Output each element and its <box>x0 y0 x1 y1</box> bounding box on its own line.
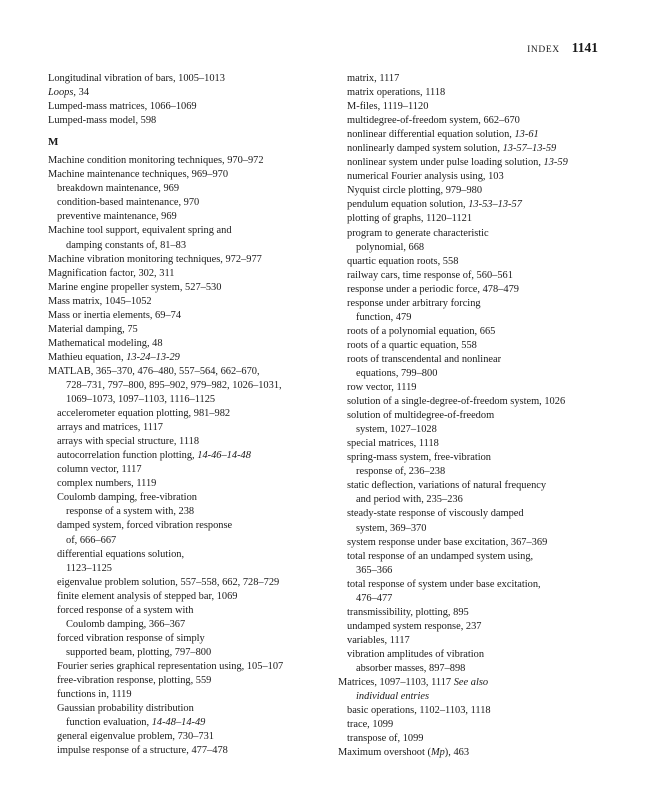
index-text-italic: Loops <box>48 87 74 99</box>
index-subentry <box>338 72 610 86</box>
index-text: response of, 236–238 <box>356 466 446 478</box>
index-text: supported beam, plotting, 797–800 <box>66 646 212 658</box>
index-text: Marine engine propeller system, 527–530 <box>48 281 222 293</box>
index-text: program to generate characteristic <box>347 227 489 239</box>
index-text: transmissibility, plotting, 895 <box>347 606 469 618</box>
index-entry-continuation <box>338 311 610 325</box>
index-subentry <box>338 353 610 367</box>
index-entry <box>48 351 318 365</box>
index-text: roots of transcendental and nonlinear <box>347 353 502 365</box>
index-subentry <box>48 674 318 688</box>
index-text: preventive maintenance, 969 <box>57 211 177 223</box>
index-subentry <box>48 491 318 505</box>
index-text: forced response of a system with <box>57 604 194 616</box>
index-text: Maximum overshoot ( <box>338 747 431 759</box>
index-text: response under arbitrary forcing <box>347 297 481 309</box>
index-subentry <box>48 590 318 604</box>
index-text: response of a system with, 238 <box>66 506 195 518</box>
index-entry-continuation <box>338 522 610 536</box>
index-text: 1069–1073, 1097–1103, 1116–1125 <box>66 394 216 406</box>
index-entry <box>48 224 318 238</box>
index-subentry <box>338 128 610 142</box>
index-text: Mass or inertia elements, 69–74 <box>48 309 182 321</box>
index-text: accelerometer equation plotting, 981–982 <box>57 408 231 420</box>
index-subentry <box>48 435 318 449</box>
index-text: Machine vibration monitoring techniques, 972–977 <box>48 253 262 265</box>
index-entry-continuation <box>48 379 318 393</box>
index-text: differential equations solution, <box>57 548 185 560</box>
index-text: 476–477 <box>356 592 393 604</box>
index-entry-continuation <box>338 564 610 578</box>
index-subentry <box>48 744 318 758</box>
index-text: Material damping, 75 <box>48 323 138 335</box>
index-subentry <box>48 210 318 224</box>
index-subentry <box>48 688 318 702</box>
index-subentry <box>338 507 610 521</box>
index-text: absorber masses, 897–898 <box>356 662 466 674</box>
index-text: Coulomb damping, free-vibration <box>57 492 197 504</box>
index-text: row vector, 1119 <box>347 382 417 394</box>
index-subentry <box>338 283 610 297</box>
index-subentry <box>338 100 610 114</box>
index-subentry <box>338 704 610 718</box>
index-text: Mass matrix, 1045–1052 <box>48 295 152 307</box>
index-entry-continuation <box>48 534 318 548</box>
index-entry-continuation <box>48 562 318 576</box>
index-entry-continuation <box>48 239 318 253</box>
index-text: solution of a single-degree-of-freedom system, 1026 <box>347 396 566 408</box>
index-subentry <box>48 196 318 210</box>
index-subentry <box>338 648 610 662</box>
running-header-label: INDEX <box>527 45 560 55</box>
index-subentry <box>338 269 610 283</box>
index-text: numerical Fourier analysis using, 103 <box>347 171 504 183</box>
index-subentry <box>338 437 610 451</box>
index-text: Fourier series graphical representation using, 105–107 <box>57 660 284 672</box>
index-text: damping constants of, 81–83 <box>66 239 187 251</box>
index-text: matrix operations, 1118 <box>347 87 446 99</box>
index-text: nonlinear differential equation solution, <box>347 129 515 141</box>
index-subentry <box>338 550 610 564</box>
index-text: transpose of, 1099 <box>347 733 424 745</box>
index-subentry <box>338 114 610 128</box>
index-text: Matrices, 1097–1103, 1117 <box>338 677 454 689</box>
index-text: arrays with special structure, 1118 <box>57 436 200 448</box>
index-entry <box>48 309 318 323</box>
index-subentry <box>48 660 318 674</box>
index-text: and period with, 235–236 <box>356 494 463 506</box>
index-text: Nyquist circle plotting, 979–980 <box>347 185 483 197</box>
index-subentry <box>338 620 610 634</box>
index-text: column vector, 1117 <box>57 464 142 476</box>
index-text: nonlinear system under pulse loading solution, <box>347 157 544 169</box>
index-text: 1123–1125 <box>66 562 112 574</box>
index-subentry <box>48 449 318 463</box>
index-text: Lumped-mass model, 598 <box>48 115 157 127</box>
index-text: , 34 <box>73 87 90 99</box>
index-text: breakdown maintenance, 969 <box>57 183 180 195</box>
index-text: roots of a polynomial equation, 665 <box>347 325 496 337</box>
index-subentry <box>338 339 610 353</box>
index-text-italic: 13-53–13-57 <box>468 199 522 211</box>
index-entry-continuation <box>48 618 318 632</box>
index-text-italic: 13-59 <box>543 157 568 169</box>
index-text: total response of system under base excitation, <box>347 578 541 590</box>
index-entry-continuation <box>48 716 318 730</box>
index-entry <box>48 168 318 182</box>
index-text: autocorrelation function plotting, <box>57 450 198 462</box>
index-subentry <box>338 718 610 732</box>
index-text: damped system, forced vibration response <box>57 520 233 532</box>
index-text: Machine tool support, equivalent spring and <box>48 225 232 237</box>
index-text: arrays and matrices, 1117 <box>57 422 163 434</box>
index-text: Coulomb damping, 366–367 <box>66 618 186 630</box>
index-subentry <box>48 421 318 435</box>
index-text: function, 479 <box>356 311 412 323</box>
index-text: nonlinearly damped system solution, <box>347 143 503 155</box>
index-entry <box>48 365 318 379</box>
index-text: ), 463 <box>444 747 470 759</box>
index-text-italic: See also <box>453 677 489 689</box>
index-entry <box>48 281 318 295</box>
index-text: free-vibration response, plotting, 559 <box>57 674 212 686</box>
index-text-italic: 14-46–14-48 <box>197 450 251 462</box>
index-text: Lumped-mass matrices, 1066–1069 <box>48 101 197 113</box>
index-subentry <box>338 156 610 170</box>
index-text: undamped system response, 237 <box>347 620 482 632</box>
index-text: general eigenvalue problem, 730–731 <box>57 731 214 743</box>
index-subentry <box>338 409 610 423</box>
index-subentry <box>48 477 318 491</box>
index-entry <box>48 295 318 309</box>
index-text: impulse response of a structure, 477–478 <box>57 745 228 757</box>
index-subentry <box>338 536 610 550</box>
index-text: special matrices, 1118 <box>347 438 439 450</box>
index-text: pendulum equation solution, <box>347 199 469 211</box>
index-text: Magnification factor, 302, 311 <box>48 267 175 279</box>
index-text: Machine maintenance techniques, 969–970 <box>48 169 229 181</box>
index-text: plotting of graphs, 1120–1121 <box>347 213 473 225</box>
index-text: spring-mass system, free-vibration <box>347 452 491 464</box>
index-text: system response under base excitation, 367–369 <box>347 536 548 548</box>
index-subentry <box>338 198 610 212</box>
index-text: railway cars, time response of, 560–561 <box>347 269 513 281</box>
index-text: Mathieu equation, <box>48 351 127 363</box>
index-subentry <box>338 297 610 311</box>
index-entry-continuation <box>48 646 318 660</box>
index-text: of, 666–667 <box>66 534 117 546</box>
index-text-italic: 13-57–13-59 <box>502 143 557 155</box>
index-subentry <box>338 395 610 409</box>
index-text: response under a periodic force, 478–479 <box>347 283 519 295</box>
index-text-italic: Mp <box>430 747 445 759</box>
index-subentry <box>48 519 318 533</box>
index-entry <box>48 337 318 351</box>
index-subentry <box>338 732 610 746</box>
index-subentry <box>338 255 610 269</box>
index-entry-continuation <box>338 662 610 676</box>
index-text: system, 1027–1028 <box>356 424 437 436</box>
index-text: equations, 799–800 <box>356 367 438 379</box>
index-entry-continuation <box>338 465 610 479</box>
index-text: steady-state response of viscously damped <box>347 508 524 520</box>
index-subentry <box>338 227 610 241</box>
index-subentry <box>48 702 318 716</box>
index-text: Machine condition monitoring techniques, 970–972 <box>48 155 264 167</box>
index-text: Gaussian probability distribution <box>57 703 194 715</box>
index-text: quartic equation roots, 558 <box>347 255 459 267</box>
index-entry <box>338 676 610 690</box>
index-subentry <box>338 606 610 620</box>
index-text-italic: 13-24–13-29 <box>126 351 180 363</box>
index-subentry <box>48 730 318 744</box>
index-text: MATLAB, 365–370, 476–480, 557–564, 662–670, <box>48 365 260 377</box>
index-subentry <box>338 381 610 395</box>
index-text: solution of multidegree-of-freedom <box>347 410 495 422</box>
index-entry-continuation <box>48 393 318 407</box>
index-subentry <box>338 451 610 465</box>
index-text: roots of a quartic equation, 558 <box>347 339 477 351</box>
index-entry-continuation <box>338 690 610 704</box>
index-text-italic: 13-61 <box>514 129 539 141</box>
index-subentry <box>338 86 610 100</box>
index-text: finite element analysis of stepped bar, 1069 <box>57 590 238 602</box>
index-subentry <box>48 604 318 618</box>
index-subentry <box>48 463 318 477</box>
index-subentry <box>48 407 318 421</box>
index-entry <box>48 323 318 337</box>
index-subentry <box>338 184 610 198</box>
index-entry <box>338 746 610 760</box>
index-text: polynomial, 668 <box>356 241 425 253</box>
index-subentry <box>338 170 610 184</box>
running-header <box>527 40 598 56</box>
index-column-left <box>48 72 318 758</box>
index-subentry <box>338 578 610 592</box>
index-entry-continuation <box>338 367 610 381</box>
index-text: 728–731, 797–800, 895–902, 979–982, 1026–1031, <box>66 379 282 391</box>
index-entry-continuation <box>338 423 610 437</box>
index-text: function evaluation, <box>66 717 152 729</box>
index-entry <box>48 72 318 86</box>
index-subentry <box>338 634 610 648</box>
index-text: condition-based maintenance, 970 <box>57 197 200 209</box>
index-entry <box>48 114 318 128</box>
index-text: system, 369–370 <box>356 522 427 534</box>
index-text: 365–366 <box>356 564 393 576</box>
index-entry <box>48 100 318 114</box>
index-text: basic operations, 1102–1103, 1118 <box>347 705 491 717</box>
index-text: forced vibration response of simply <box>57 632 205 644</box>
index-subentry <box>48 182 318 196</box>
index-text: Longitudinal vibration of bars, 1005–1013 <box>48 73 225 84</box>
index-entry <box>48 267 318 281</box>
index-subentry <box>48 632 318 646</box>
index-entry-continuation <box>338 592 610 606</box>
index-subentry <box>48 576 318 590</box>
index-entry-continuation <box>338 493 610 507</box>
index-text: functions in, 1119 <box>57 689 132 701</box>
index-entry <box>48 86 318 100</box>
index-text: static deflection, variations of natural frequency <box>347 480 547 492</box>
index-subentry <box>48 548 318 562</box>
index-entry-continuation <box>338 241 610 255</box>
index-text: complex numbers, 1119 <box>57 478 157 490</box>
index-text: multidegree-of-freedom system, 662–670 <box>347 115 520 127</box>
index-subentry <box>338 479 610 493</box>
index-subentry <box>338 325 610 339</box>
section-letter-heading: M <box>48 136 59 149</box>
index-text: total response of an undamped system using, <box>347 550 534 562</box>
index-entry-continuation <box>48 505 318 519</box>
index-text: eigenvalue problem solution, 557–558, 662, 728–729 <box>57 576 280 588</box>
index-text-italic: 14-48–14-49 <box>151 717 206 729</box>
index-text: variables, 1117 <box>347 634 410 646</box>
index-text: M-files, 1119–1120 <box>347 101 429 113</box>
page-number: 1141 <box>571 40 598 55</box>
index-text-italic: individual entries <box>356 691 430 703</box>
index-text: Mathematical modeling, 48 <box>48 337 163 349</box>
index-text: trace, 1099 <box>347 719 394 731</box>
index-entry <box>48 154 318 168</box>
index-text: matrix, 1117 <box>347 73 400 84</box>
index-column-right <box>338 72 610 760</box>
index-text: vibration amplitudes of vibration <box>347 648 485 660</box>
index-subentry <box>338 212 610 226</box>
index-entry <box>48 253 318 267</box>
index-subentry <box>338 142 610 156</box>
